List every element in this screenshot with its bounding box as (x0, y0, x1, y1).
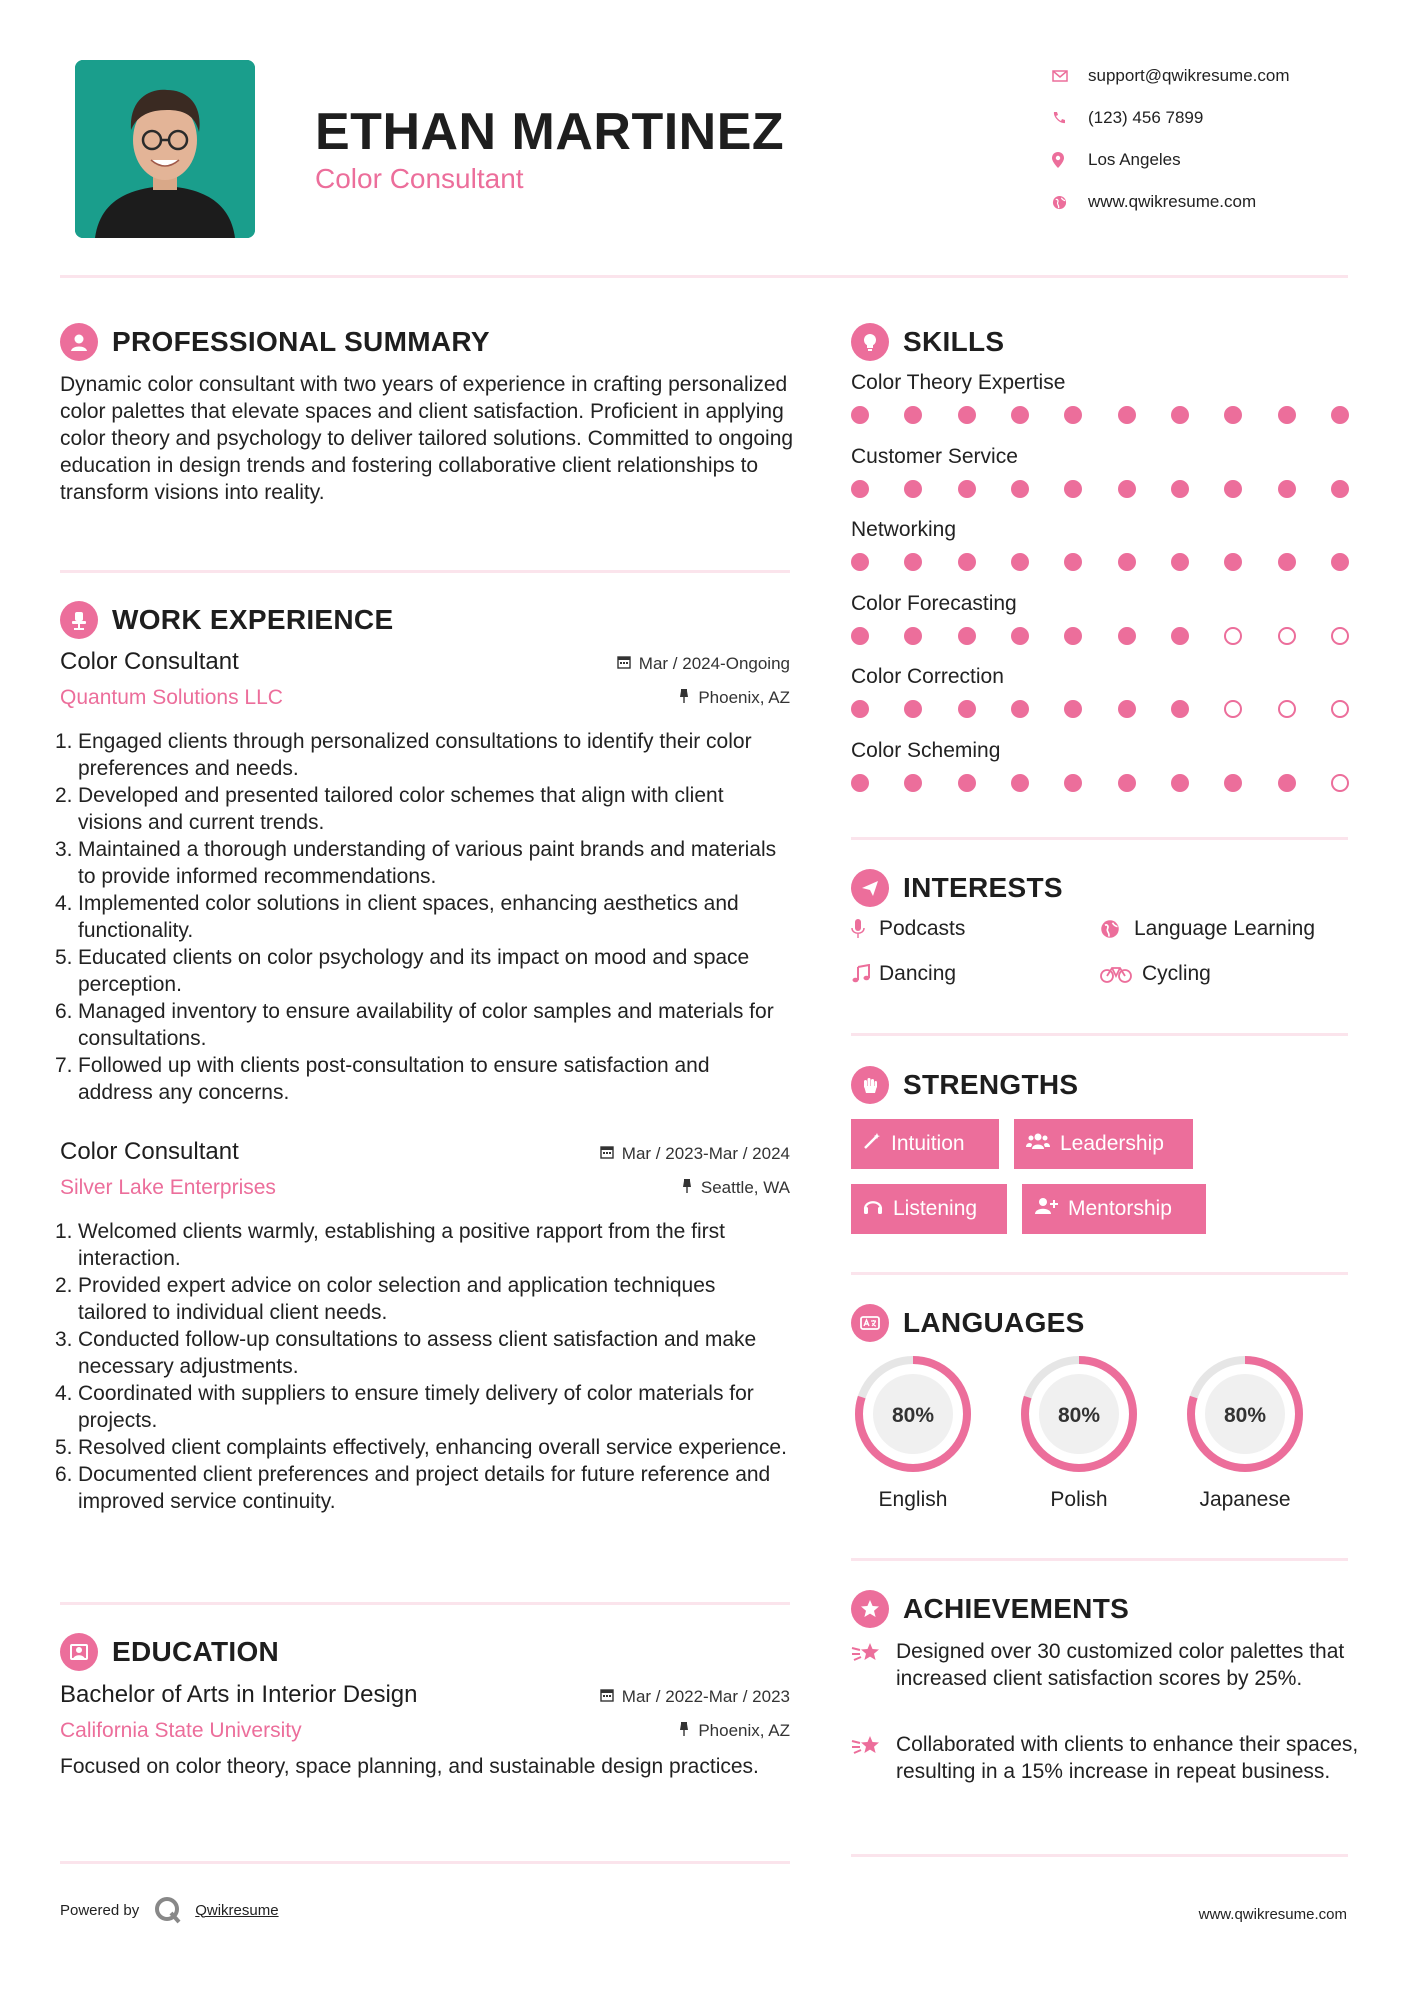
summary-heading (60, 323, 490, 361)
rating-dot-empty (1278, 700, 1296, 718)
rating-dot-filled (1278, 406, 1296, 424)
language-progress-ring (851, 1352, 975, 1476)
job-company: Silver Lake Enterprises (60, 1176, 276, 1199)
summary-text: Dynamic color consultant with two years of experience in crafting personalized color palettes that elevate spaces and client satisfaction. Proficient in applying color theory and psychology to deliver tailored solutions. Committed to ongoing education in design trends and fostering collaborative client relationships to transform visions into reality. (60, 373, 794, 504)
powered-by-label: Powered by (60, 1901, 140, 1919)
education-location-text: Phoenix, AZ (698, 1721, 790, 1740)
skill-item (851, 368, 1351, 442)
rating-dot-filled (904, 553, 922, 571)
contact-location (1052, 139, 1372, 181)
rating-dot-empty (1331, 774, 1349, 792)
list-item: 4. Coordinated with suppliers to ensure timely delivery of color materials for projects. (55, 1382, 754, 1432)
envelope-icon (1052, 70, 1088, 82)
skill-rating (851, 774, 1349, 792)
education-description: Focused on color theory, space planning, and sustainable design practices. (60, 1755, 759, 1778)
rating-dot-filled (958, 553, 976, 571)
calendar-icon (600, 1687, 614, 1707)
language-name: Japanese (1199, 1488, 1291, 1511)
strength-label: Mentorship (1068, 1197, 1172, 1220)
rating-dot-filled (904, 774, 922, 792)
user-icon (60, 323, 98, 361)
rating-dot-filled (1118, 774, 1136, 792)
qwikresume-link[interactable]: Qwikresume (195, 1901, 279, 1919)
work-title: WORK EXPERIENCE (112, 604, 394, 635)
rating-dot-filled (1118, 406, 1136, 424)
calendar-icon (600, 1144, 614, 1164)
skill-rating (851, 553, 1349, 571)
achievements-heading (851, 1590, 1129, 1628)
skill-item (851, 589, 1351, 663)
rating-dot-filled (1224, 406, 1242, 424)
rating-dot-filled (1011, 406, 1029, 424)
interest-label: Cycling (1142, 962, 1211, 985)
skill-name: Color Theory Expertise (851, 371, 1066, 394)
interests-title: INTERESTS (903, 872, 1063, 903)
skill-rating (851, 627, 1349, 645)
rating-dot-filled (1171, 774, 1189, 792)
languages-divider (851, 1558, 1348, 1561)
contact-phone-text: (123) 456 7899 (1088, 108, 1204, 127)
degree-title: Bachelor of Arts in Interior Design (60, 1681, 418, 1708)
paper-plane-icon (851, 869, 889, 907)
rating-dot-filled (851, 774, 869, 792)
rating-dot-filled (1278, 553, 1296, 571)
rating-dot-filled (958, 774, 976, 792)
language-progress-ring (1183, 1352, 1307, 1476)
user-plus-icon (1034, 1197, 1058, 1221)
header-divider (60, 275, 1348, 278)
language-progress-ring (1017, 1352, 1141, 1476)
rating-dot-filled (1064, 700, 1082, 718)
rating-dot-empty (1331, 700, 1349, 718)
language-item (851, 1352, 975, 1512)
skill-name: Color Scheming (851, 738, 1001, 762)
contact-location-text: Los Angeles (1088, 150, 1181, 169)
rating-dot-filled (1224, 553, 1242, 571)
rating-dot-filled (1064, 480, 1082, 498)
strength-label: Listening (893, 1197, 978, 1220)
rating-dot-empty (1278, 627, 1296, 645)
job-entry-2 (55, 1138, 790, 1515)
bicycle-icon (1100, 965, 1142, 983)
skill-rating (851, 700, 1349, 718)
rating-dot-empty (1331, 627, 1349, 645)
interest-item-dancing (851, 962, 956, 986)
interest-label: Podcasts (879, 917, 966, 940)
shooting-star-icon (851, 1638, 896, 1692)
skill-rating (851, 406, 1349, 424)
rating-dot-filled (1171, 627, 1189, 645)
skill-rating (851, 480, 1349, 498)
education-date (600, 1687, 790, 1707)
location-pin-icon (1052, 152, 1088, 168)
languages-heading (851, 1304, 1085, 1342)
summary-divider (60, 570, 790, 573)
rating-dot-filled (958, 480, 976, 498)
job-location-text: Seattle, WA (700, 1178, 790, 1197)
job-location (678, 688, 790, 708)
skill-item (851, 662, 1351, 736)
education-entry (60, 1681, 790, 1780)
contact-website-text: www.qwikresume.com (1088, 192, 1257, 211)
rating-dot-filled (904, 627, 922, 645)
rating-dot-filled (851, 700, 869, 718)
users-icon (1026, 1132, 1050, 1156)
achievements-divider (851, 1854, 1348, 1857)
summary-title: PROFESSIONAL SUMMARY (112, 326, 490, 357)
candidate-role: Color Consultant (315, 163, 524, 194)
rating-dot-filled (1118, 553, 1136, 571)
job-title: Color Consultant (60, 648, 239, 675)
skills-divider (851, 837, 1348, 840)
pushpin-icon (678, 688, 690, 708)
graduation-icon (60, 1633, 98, 1671)
star-badge-icon (851, 1590, 889, 1628)
skill-name: Networking (851, 518, 957, 541)
skill-name: Customer Service (851, 444, 1018, 468)
strength-tag-intuition (851, 1119, 999, 1169)
skill-item (851, 515, 1351, 589)
language-icon (851, 1304, 889, 1342)
job-date (600, 1144, 790, 1164)
footer-website[interactable]: www.qwikresume.com (1198, 1906, 1347, 1923)
globe-icon (1100, 919, 1134, 939)
work-divider (60, 1602, 790, 1605)
microphone-icon (851, 919, 879, 939)
language-percent: 80% (891, 1404, 935, 1427)
pushpin-icon (681, 1178, 693, 1198)
rating-dot-filled (1278, 480, 1296, 498)
education-date-text: Mar / 2022-Mar / 2023 (621, 1687, 790, 1706)
interests-heading (851, 869, 1063, 907)
contact-email-text: support@qwikresume.com (1088, 66, 1290, 85)
globe-icon (1052, 195, 1088, 210)
language-name: English (878, 1488, 948, 1511)
education-heading (60, 1633, 279, 1671)
skills-heading (851, 323, 1004, 361)
strengths-divider (851, 1272, 1348, 1275)
strength-tag-mentorship (1022, 1184, 1206, 1234)
achievement-text: Designed over 30 customized color palettes that increased client satisfaction scores by 25%. (896, 1640, 1345, 1690)
languages-title: LANGUAGES (903, 1307, 1085, 1338)
strengths-heading (851, 1066, 1078, 1104)
job-date-text: Mar / 2024-Ongoing (638, 654, 790, 673)
rating-dot-filled (904, 406, 922, 424)
language-percent: 80% (1057, 1404, 1101, 1427)
achievement-item-2 (851, 1731, 1361, 1785)
rating-dot-filled (904, 700, 922, 718)
candidate-name: ETHAN MARTINEZ (315, 103, 785, 161)
education-divider (60, 1861, 790, 1864)
rating-dot-filled (1118, 700, 1136, 718)
rating-dot-filled (958, 700, 976, 718)
strength-tag-listening (851, 1184, 1007, 1234)
rating-dot-filled (1011, 553, 1029, 571)
pushpin-icon (678, 1721, 690, 1741)
language-name: Polish (1050, 1488, 1108, 1511)
rating-dot-filled (1118, 480, 1136, 498)
list-item: 6. Managed inventory to ensure availability of color samples and materials for consultations. (55, 1000, 774, 1050)
rating-dot-filled (1224, 480, 1242, 498)
language-item (1183, 1352, 1307, 1512)
job-company: Quantum Solutions LLC (60, 686, 283, 709)
rating-dot-filled (904, 480, 922, 498)
rating-dot-filled (851, 406, 869, 424)
list-item: 5. Resolved client complaints effectively, enhancing overall service experience. (55, 1436, 787, 1459)
fist-icon (851, 1066, 889, 1104)
contact-list (1052, 55, 1372, 223)
work-heading (60, 601, 393, 639)
job-location-text: Phoenix, AZ (698, 688, 790, 707)
list-item: 4. Implemented color solutions in client spaces, enhancing aesthetics and functionality. (55, 892, 739, 942)
job-location (681, 1178, 790, 1198)
skill-name: Color Correction (851, 665, 1004, 688)
rating-dot-empty (1224, 627, 1242, 645)
list-item: 2. Provided expert advice on color selection and application techniques tailored to individual client needs. (55, 1274, 716, 1324)
list-item: 1. Engaged clients through personalized consultations to identify their color preferences and needs. (55, 730, 752, 780)
strength-tag-leadership (1014, 1119, 1193, 1169)
language-item (1017, 1352, 1141, 1512)
rating-dot-filled (1011, 480, 1029, 498)
skills-title: SKILLS (903, 326, 1005, 357)
achievements-title: ACHIEVEMENTS (903, 1593, 1130, 1624)
rating-dot-filled (1331, 480, 1349, 498)
strength-label: Leadership (1060, 1132, 1164, 1155)
skill-item (851, 442, 1351, 516)
qwikresume-logo-icon (153, 1895, 183, 1925)
achievement-item-1 (851, 1638, 1361, 1692)
rating-dot-filled (1171, 700, 1189, 718)
rating-dot-filled (1118, 627, 1136, 645)
rating-dot-filled (851, 553, 869, 571)
rating-dot-filled (1278, 774, 1296, 792)
rating-dot-filled (1064, 406, 1082, 424)
interest-label: Language Learning (1134, 917, 1316, 940)
interest-label: Dancing (879, 962, 957, 985)
job-entry-1 (55, 648, 790, 1106)
interest-item-language-learning (1100, 917, 1315, 941)
briefcase-chair-icon (60, 601, 98, 639)
footer-powered-by (60, 1895, 279, 1925)
list-item: 6. Documented client preferences and project details for future reference and improved service continuity. (55, 1463, 771, 1513)
rating-dot-filled (1064, 774, 1082, 792)
job-title: Color Consultant (60, 1138, 239, 1165)
rating-dot-filled (1011, 700, 1029, 718)
calendar-icon (617, 654, 631, 674)
rating-dot-filled (1171, 553, 1189, 571)
skill-name: Color Forecasting (851, 591, 1017, 615)
lightbulb-icon (851, 323, 889, 361)
rating-dot-filled (958, 627, 976, 645)
profile-photo (75, 60, 255, 238)
skills-list (851, 368, 1351, 809)
education-title: EDUCATION (112, 1636, 280, 1667)
rating-dot-filled (1064, 553, 1082, 571)
job-bullets (55, 1218, 790, 1515)
list-item: 1. Welcomed clients warmly, establishing a positive rapport from the first interaction. (55, 1220, 725, 1270)
rating-dot-filled (851, 480, 869, 498)
rating-dot-filled (1331, 553, 1349, 571)
contact-phone[interactable] (1052, 97, 1372, 139)
rating-dot-filled (1011, 627, 1029, 645)
rating-dot-filled (1011, 774, 1029, 792)
list-item: 3. Maintained a thorough understanding of various paint brands and materials to provide informed recommendations. (55, 838, 777, 888)
rating-dot-filled (1171, 406, 1189, 424)
headphones-icon (863, 1197, 883, 1221)
language-percent: 80% (1223, 1404, 1267, 1427)
strength-label: Intuition (891, 1132, 965, 1155)
list-item: 5. Educated clients on color psychology and its impact on mood and space perception. (55, 946, 750, 996)
education-location (678, 1721, 790, 1741)
list-item: 3. Conducted follow-up consultations to assess client satisfaction and make necessary adjustments. (55, 1328, 757, 1378)
avatar (75, 60, 255, 238)
interest-item-podcasts (851, 917, 965, 941)
shooting-star-icon (851, 1731, 896, 1785)
rating-dot-empty (1224, 700, 1242, 718)
list-item: 2. Developed and presented tailored color schemes that align with client visions and current trends. (55, 784, 724, 834)
job-date (617, 654, 790, 674)
interest-item-cycling (1100, 962, 1211, 986)
rating-dot-filled (1224, 774, 1242, 792)
strengths-title: STRENGTHS (903, 1069, 1079, 1100)
rating-dot-filled (851, 627, 869, 645)
interests-divider (851, 1033, 1348, 1036)
rating-dot-filled (1064, 627, 1082, 645)
job-date-text: Mar / 2023-Mar / 2024 (621, 1144, 790, 1163)
list-item: 7. Followed up with clients post-consultation to ensure satisfaction and address any concerns. (55, 1054, 710, 1104)
phone-icon (1052, 111, 1088, 125)
rating-dot-filled (958, 406, 976, 424)
contact-website[interactable] (1052, 181, 1372, 223)
skill-item (851, 736, 1351, 810)
achievement-text: Collaborated with clients to enhance their spaces, resulting in a 15% increase in repeat business. (896, 1733, 1359, 1783)
rating-dot-filled (1171, 480, 1189, 498)
magic-wand-icon (863, 1132, 881, 1156)
school-name: California State University (60, 1719, 302, 1742)
rating-dot-filled (1331, 406, 1349, 424)
music-note-icon (851, 964, 879, 984)
contact-email[interactable] (1052, 55, 1372, 97)
job-bullets (55, 728, 790, 1106)
